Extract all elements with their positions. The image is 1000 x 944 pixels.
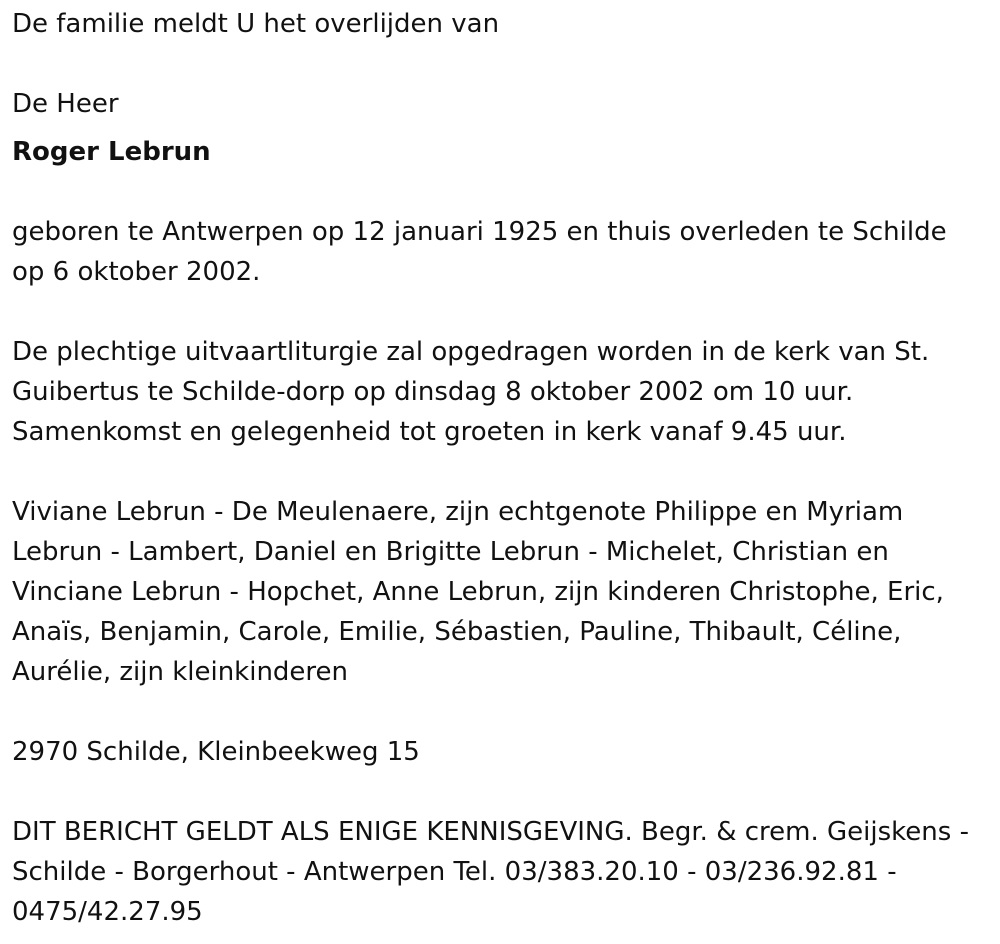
spacer [12, 172, 982, 212]
spacer [12, 44, 982, 84]
spacer [12, 692, 982, 732]
spacer [12, 292, 982, 332]
obituary-document [12, 4, 982, 932]
spacer [12, 124, 982, 132]
birth-death-paragraph: geboren te Antwerpen op 12 januari 1925 en thuis overleden te Schilde op 6 oktober 2002. [12, 217, 947, 287]
intro-text: De familie meldt U het overlijden van [12, 9, 500, 39]
funeral-paragraph: De plechtige uitvaartliturgie zal opgedragen worden in de kerk van St. Guibertus te Schilde-dorp op dinsdag 8 oktober 2002 om 10 uur. Samenkomst en gelegenheid tot groeten in kerk vanaf 9.45 uur. [12, 337, 930, 447]
honorific-title: De Heer [12, 89, 119, 119]
spacer [12, 772, 982, 812]
deceased-name: Roger Lebrun [12, 137, 211, 167]
spacer [12, 452, 982, 492]
family-paragraph: Viviane Lebrun - De Meulenaere, zijn echtgenote Philippe en Myriam Lebrun - Lambert, Daniel en Brigitte Lebrun - Michelet, Christian en Vinciane Lebrun - Hopchet, Anne Lebrun, zijn kinderen Christophe, Eric, Anaïs, Benjamin, Carole, Emilie, Sébastien, Pauline, Thibault, Céline, Aurélie, zijn kleinkinderen [12, 497, 944, 687]
address-text: 2970 Schilde, Kleinbeekweg 15 [12, 737, 420, 767]
notice-paragraph: DIT BERICHT GELDT ALS ENIGE KENNISGEVING. Begr. & crem. Geijskens - Schilde - Borgerhout - Antwerpen Tel. 03/383.20.10 - 03/236.92.81 - 0475/42.27.95 [12, 817, 969, 927]
